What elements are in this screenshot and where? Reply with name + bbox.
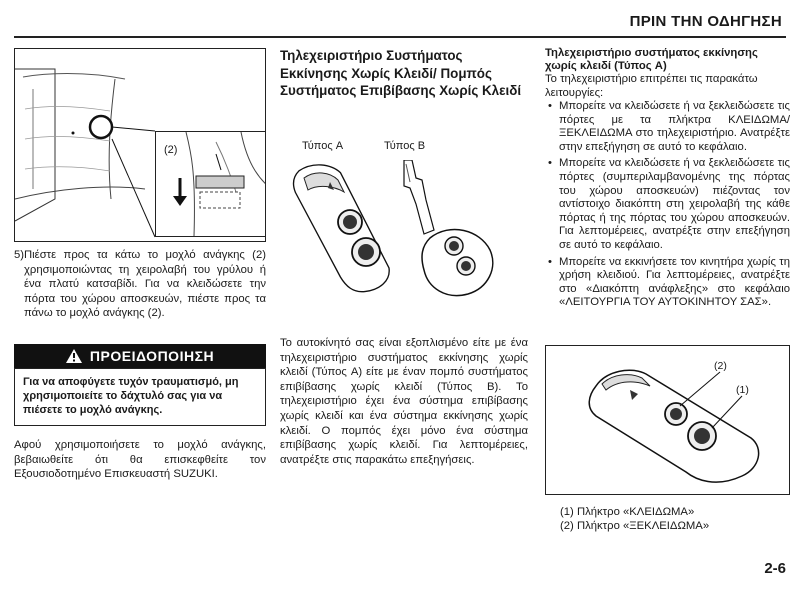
page-number: 2-6 [764,560,786,577]
remote-buttons-illustration [546,346,790,495]
remote-buttons-figure [545,345,790,495]
keyless-description: Το αυτοκίνητό σας είναι εξοπλισμένο είτε με ένα τηλεχειριστήριο συστήματος εκκίνησης χωρίς κλειδί (Τύπος A) είτε με έναν πομπό συστήματος επιβίβασης χωρίς κλειδί (Τύπος B). Το τηλεχειριστήριο έχει ένα σύστημα επιβίβασης χωρίς κλειδί και ένα σύστημα εκκίνησης χωρίς κλειδί. Ο πομπός έχει μόνο ένα σύστημα επιβίβασης χωρίς κλειδί. Για λεπτομέρειες, ανατρέξτε στις παρακάτω επεξηγήσεις. [280,337,528,466]
caption-lock: (1) Πλήκτρο «ΚΛΕΙΔΩΜΑ» [560,506,695,518]
figure-captions [560,505,709,533]
warning-triangle-icon [66,349,82,363]
section-header-title: ΠΡΙΝ ΤΗΝ ΟΔΗΓΗΣΗ [629,13,782,30]
list-item: • Μπορείτε να κλειδώσετε ή να ξεκλειδώσετε τις πόρτες με τα πλήκτρα ΚΛΕΙΔΩΜΑ/ΞΕΚΛΕΙΔΩΜΑ στο τηλεχειριστήριο. Ανατρέξτε στην επεξήγηση σε αυτό το κεφάλαιο. [545,100,790,154]
step-5 [14,248,266,321]
type-a-remote-illustration [290,160,390,310]
warning-text: Για να αποφύγετε τυχόν τραυματισμό, μη χρησιμοποιείτε το δάχτυλό σας για να πιέσετε το μοχλό ανάγκης. [14,368,266,426]
callout-1: (1) [736,384,749,396]
type-a-heading: Τηλεχειριστήριο συστήματος εκκίνησης χωρίς κλειδί (Τύπος A) [545,47,758,72]
lever-callout-label: (2) [164,144,178,156]
list-item: • Μπορείτε να κλειδώσετε ή να ξεκλειδώσετε τις πόρτες (συμπεριλαμβανομένης της πόρτας του χώρου αποσκευών) πιέζοντας τον αντίστοιχο διακόπτη στη χειρολαβή της κάθε πόρτας ή της πόρτας του χώρου αποσκευών. Για λεπτομέρειες, ανατρέξτε στην επεξήγηση σε αυτό το κεφάλαιο. [545,157,790,252]
keyless-heading: Τηλεχειριστήριο Συστήματος Εκκίνησης Χωρίς Κλειδί/ Πομπός Συστήματος Επιβίβασης Χωρίς Κλειδί [280,48,522,98]
callout-2: (2) [714,360,727,372]
emergency-lever-figure [14,48,266,242]
warning-title: ΠΡΟΕΙΔΟΠΟΙΗΣΗ [89,348,215,364]
header-rule [14,36,786,38]
type-a-label: Τύπος A [302,140,344,152]
feature-list [545,100,790,313]
type-a-intro: Το τηλεχειριστήριο επιτρέπει τις παρακάτω λειτουργίες: [545,73,758,99]
warning-header [14,344,266,368]
type-b-transmitter-illustration [390,160,500,310]
lever-detail-inset [155,131,266,237]
after-use-text: Αφού χρησιμοποιήσετε το μοχλό ανάγκης, βεβαιωθείτε ότι θα επισκεφθείτε τον Εξουσιοδοτημένο Επισκευαστή SUZUKI. [14,439,266,481]
type-b-label: Τύπος B [384,140,426,152]
list-item: • Μπορείτε να εκκινήσετε τον κινητήρα χωρίς τη χρήση κλειδιού. Για λεπτομέρειες, ανατρέξτε στο «Διακόπτη ανάφλεξης» στο κεφάλαιο «ΛΕΙΤΟΥΡΓΙΑ ΤΟΥ ΑΥΤΟΚΙΝΗΤΟΥ ΣΑΣ». [545,256,790,310]
caption-unlock: (2) Πλήκτρο «ΞΕΚΛΕΙΔΩΜΑ» [560,520,710,532]
step-5-text: Πιέστε προς τα κάτω το μοχλό ανάγκης (2) χρησιμοποιώντας τη χειρολαβή του γρύλου ή ένα πλατύ κατσαβίδι. Για να κλειδώσετε την πόρτα του χώρου αποσκευών, πιέστε προς τα πάνω το μοχλό ανάγκης (2). [24,249,266,320]
step-number: 5) [14,249,25,261]
